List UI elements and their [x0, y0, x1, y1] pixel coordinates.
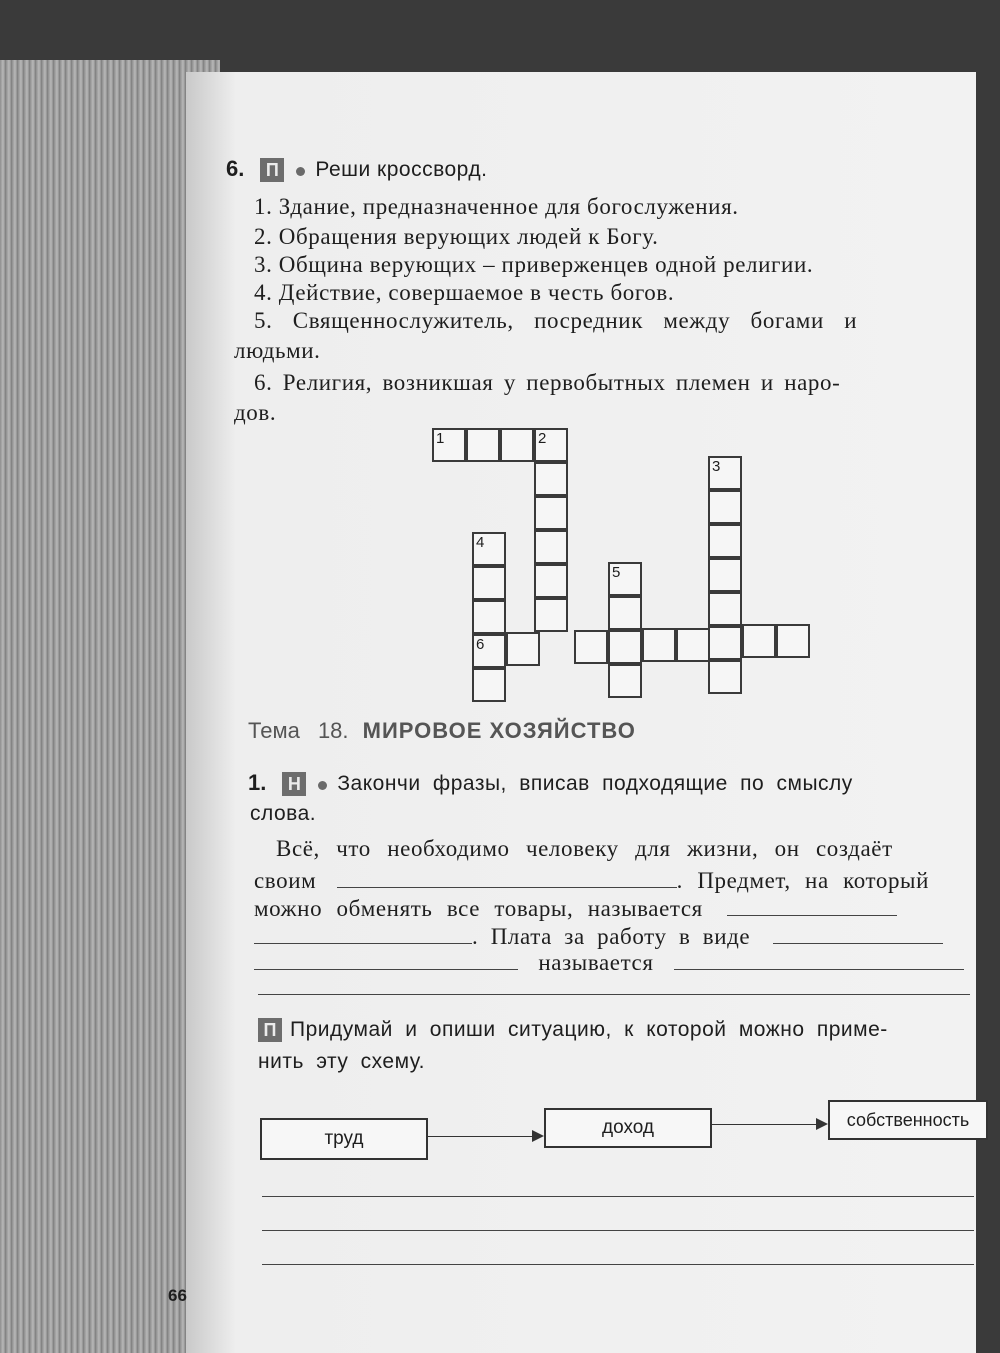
crossword-cell[interactable] — [708, 626, 742, 660]
clue-5: 5. Священнослужитель, посредник между богами и — [254, 308, 858, 333]
task-instruction-cont: слова. — [250, 802, 317, 825]
task-instruction-cont: нить эту схему. — [258, 1050, 426, 1073]
crossword-cell[interactable] — [608, 596, 642, 630]
crossword-cell[interactable] — [472, 566, 506, 600]
blank-field-6[interactable] — [674, 951, 964, 970]
clue-2: 2. Обращения верующих людей к Богу. — [254, 224, 659, 249]
blank-field-4[interactable] — [773, 925, 943, 944]
crossword-cell[interactable] — [676, 628, 710, 662]
topic-heading — [248, 718, 636, 744]
fill-text-line-3 — [254, 896, 897, 922]
crossword-cell[interactable] — [776, 624, 810, 658]
fill-text-line-2 — [254, 868, 929, 894]
crossword-cell[interactable] — [642, 628, 676, 662]
fill-text-line-1: Всё, что необходимо человеку для жизни, он создаёт — [276, 836, 893, 861]
arrow-right-icon — [532, 1130, 544, 1142]
clue-6: 6. Религия, возникшая у первобытных племен и наро- — [254, 370, 841, 395]
answer-line[interactable] — [262, 1230, 974, 1231]
crossword-cell[interactable] — [534, 564, 568, 598]
crossword-cell[interactable] — [608, 562, 642, 596]
bullet-icon — [296, 167, 305, 176]
crossword-cell[interactable] — [534, 598, 568, 632]
clue-1: 1. Здание, предназначенное для богослужения. — [254, 194, 739, 219]
blank-field-3[interactable] — [254, 925, 472, 944]
crossword-cell[interactable] — [608, 630, 642, 664]
clue-4: 4. Действие, совершаемое в честь богов. — [254, 280, 675, 305]
crossword-cell[interactable] — [708, 592, 742, 626]
crossword-label-2: 2 — [538, 430, 547, 447]
crossword-label-6: 6 — [476, 636, 485, 653]
crossword-cell[interactable] — [708, 558, 742, 592]
fill-text-c: можно обменять все товары, называется — [254, 896, 703, 921]
crossword-cell[interactable] — [708, 490, 742, 524]
crossword-label-4: 4 — [476, 534, 485, 551]
crossword-cell[interactable] — [708, 660, 742, 694]
task-2-header — [258, 1018, 888, 1042]
crossword-cell[interactable] — [472, 668, 506, 702]
task-1-header — [248, 770, 853, 796]
crossword-cell[interactable] — [472, 634, 506, 668]
badge-p-icon: П — [260, 158, 284, 182]
fill-text-e: называется — [538, 950, 654, 975]
scheme-box-income: доход — [544, 1108, 712, 1148]
answer-line[interactable] — [258, 994, 970, 995]
fill-text-a: своим — [254, 868, 317, 893]
crossword-cell[interactable] — [708, 524, 742, 558]
crossword-cell[interactable] — [708, 456, 742, 490]
scheme-box-labor: труд — [260, 1118, 428, 1160]
blank-field-5[interactable] — [254, 951, 518, 970]
arrow-line — [712, 1124, 816, 1125]
page-number: 66 — [168, 1286, 187, 1305]
fill-text-line-4 — [254, 924, 943, 950]
crossword-cell[interactable] — [466, 428, 500, 462]
fill-text-d: . Плата за работу в виде — [472, 924, 751, 949]
crossword-cell[interactable] — [608, 664, 642, 698]
crossword-cell[interactable] — [534, 462, 568, 496]
blank-field-2[interactable] — [727, 897, 897, 916]
crossword-cell[interactable] — [472, 532, 506, 566]
topic-prefix: Тема — [248, 718, 300, 743]
crossword-cell[interactable] — [432, 428, 466, 462]
blank-field-1[interactable] — [337, 869, 677, 888]
crossword-label-5: 5 — [612, 564, 621, 581]
crossword-cell[interactable] — [534, 496, 568, 530]
task-instruction: Придумай и опиши ситуацию, к которой можно приме- — [290, 1018, 888, 1041]
crossword-cell[interactable] — [472, 600, 506, 634]
arrow-line — [428, 1136, 532, 1137]
clue-6-cont: дов. — [234, 400, 277, 425]
task-number: 1. — [248, 770, 267, 795]
answer-line[interactable] — [262, 1264, 974, 1265]
task-number: 6. — [226, 156, 245, 181]
crossword-cell[interactable] — [534, 428, 568, 462]
topic-title: МИРОВОЕ ХОЗЯЙСТВО — [362, 718, 636, 743]
clue-3: 3. Община верующих – приверженцев одной религии. — [254, 252, 814, 277]
fill-text-line-5 — [254, 950, 964, 976]
crossword-label-3: 3 — [712, 458, 721, 475]
answer-line[interactable] — [262, 1196, 974, 1197]
bullet-icon — [318, 781, 327, 790]
fill-text-b: . Предмет, на который — [676, 868, 930, 893]
crossword-cell[interactable] — [574, 630, 608, 664]
scheme-box-property: собственность — [828, 1100, 988, 1140]
arrow-right-icon — [816, 1118, 828, 1130]
workbook-page — [168, 72, 976, 1353]
badge-n-icon: Н — [282, 772, 306, 796]
topic-number: 18. — [317, 718, 349, 743]
crossword-cell[interactable] — [506, 632, 540, 666]
crossword-cell[interactable] — [742, 624, 776, 658]
clue-5-cont: людьми. — [234, 338, 321, 363]
crossword-label-1: 1 — [436, 430, 445, 447]
task-6-header — [226, 156, 487, 182]
crossword-cell[interactable] — [534, 530, 568, 564]
badge-p-icon: П — [258, 1018, 282, 1042]
crossword-cell[interactable] — [500, 428, 534, 462]
task-instruction: Реши кроссворд. — [315, 158, 488, 181]
task-instruction: Закончи фразы, вписав подходящие по смыслу — [337, 772, 853, 795]
